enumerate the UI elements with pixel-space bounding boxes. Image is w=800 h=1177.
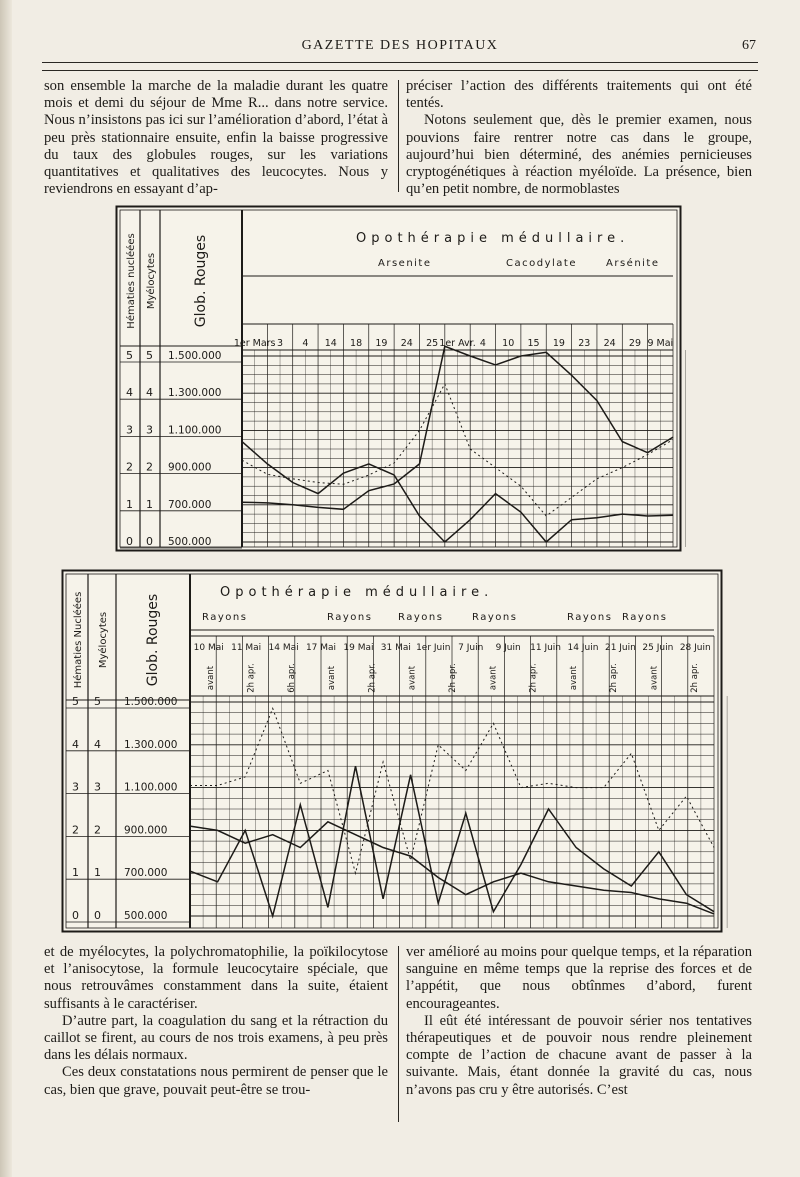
sub-column-label: avant: [407, 665, 418, 691]
sub-treatment-label: Cacodylate: [506, 258, 577, 269]
scale-hematies-label: 4: [126, 386, 133, 400]
paragraph: préciser l’action des différents traitements qui ont été tentés.: [406, 78, 752, 112]
date-group-label: 1er Juin: [416, 643, 451, 653]
text-column-top-left: [44, 78, 388, 198]
journal-title: GAZETTE DES HOPITAUX: [301, 38, 499, 53]
chart-2-svg: [62, 570, 722, 932]
x-tick-label: 3: [277, 338, 284, 349]
sub-column-label: avant: [568, 665, 579, 691]
x-tick-label: 4: [479, 338, 486, 349]
x-tick-label: 19: [375, 338, 388, 349]
scale-myelocytes-label: 0: [94, 909, 101, 922]
scale-myelocytes-label: 1: [94, 866, 101, 880]
column-header-label: Hématies nucléées: [126, 233, 137, 329]
scale-myelocytes-label: 2: [146, 460, 153, 474]
scale-myelocytes-label: 3: [94, 780, 101, 794]
x-tick-label: 1er Avr.: [439, 338, 476, 349]
x-tick-label: 9 Mai: [647, 338, 674, 349]
column-header-label: Myélocytes: [146, 252, 157, 310]
x-tick-label: 14: [324, 338, 337, 349]
running-header: [40, 38, 760, 58]
blood-chart-1: [116, 206, 681, 551]
chart-1-svg: [116, 206, 681, 551]
sub-column-label: 2h apr.: [367, 663, 378, 693]
date-group-label: 25 Juin: [642, 643, 674, 653]
paragraph: D’autre part, la coagulation du sang et la rétraction du caillot se firent, au cours de nos trois examens, à peu près dans les délais normaux.: [44, 1012, 388, 1064]
x-tick-label: 15: [527, 338, 540, 349]
column-header-label: Glob. Rouges: [145, 593, 161, 687]
sub-treatment-label: Rayons: [567, 612, 613, 623]
page-gutter-shadow: [0, 0, 12, 1177]
x-tick-label: 19: [552, 338, 565, 349]
scale-hematies-label: 1: [126, 497, 133, 511]
header-rule-2: [42, 70, 758, 71]
sub-column-label: avant: [488, 665, 499, 691]
date-group-label: 28 Juin: [679, 643, 711, 653]
scale-globules-label: 500.000: [168, 536, 212, 548]
scale-globules-label: 900.000: [168, 461, 212, 474]
scale-globules-label: 900.000: [124, 824, 168, 837]
scale-hematies-label: 5: [126, 349, 133, 362]
sub-column-label: 2h apr.: [448, 663, 458, 693]
scale-hematies-label: 5: [72, 695, 79, 708]
scale-globules-label: 700.000: [124, 867, 168, 880]
scale-globules-label: 1.100.000: [124, 781, 178, 794]
scale-globules-label: 1.500.000: [124, 696, 178, 708]
scale-myelocytes-label: 5: [94, 695, 101, 708]
sub-column-label: 2h apr.: [528, 663, 539, 693]
sub-treatment-label: Rayons: [472, 612, 518, 623]
date-group-label: 17 Mai: [305, 643, 337, 653]
x-tick-label: 23: [578, 338, 591, 349]
column-header-label: Hématies Nucléées: [73, 591, 84, 689]
sub-column-label: 2h apr.: [689, 663, 700, 693]
sub-column-label: 6h apr.: [286, 663, 297, 693]
page-number: 67: [742, 38, 756, 53]
scale-hematies-label: 2: [72, 823, 79, 837]
column-rule-top: [398, 80, 399, 192]
x-tick-label: 24: [400, 338, 413, 349]
date-group-label: 9 Juin: [495, 643, 521, 653]
paragraph: Il eût été intéressant de pouvoir sérier nos tentatives thérapeutiques et de pouvoir nous rendre pleinement compte de l’action de chacune avant de passer à la suivante. Mais, étant donnée la gravité du cas, nous n’avons pas cru y être autorisés. C’est: [406, 1012, 752, 1098]
text-column-bottom-left: [44, 944, 388, 1099]
scale-myelocytes-label: 4: [146, 386, 153, 400]
paragraph: son ensemble la marche de la maladie durant les quatre mois et demi du séjour de Mme R... dans notre service. Nous n’insistons pas ici sur l’amélioration d’abord, l’état à peu près stationnaire ensuite, enfin la baisse progressive du taux des globules rouges, sur les variations quantitatives et qualitatives des leucocytes. Nous y reviendrons en essayant d’ap-: [44, 78, 388, 198]
column-rule-bottom: [398, 946, 399, 1122]
scale-myelocytes-label: 0: [146, 535, 153, 548]
scale-myelocytes-label: 3: [146, 423, 153, 437]
blood-chart-2: [62, 570, 722, 932]
sub-column-label: avant: [649, 665, 660, 691]
date-group-label: 10 Mai: [193, 643, 224, 653]
scale-hematies-label: 0: [72, 909, 79, 922]
date-group-label: 19 Mai: [343, 643, 374, 653]
scale-myelocytes-label: 5: [146, 349, 153, 362]
treatment-label: Opothérapie médullaire.: [356, 231, 630, 246]
date-group-label: 11 Mai: [231, 643, 262, 653]
sub-treatment-label: Rayons: [398, 612, 444, 623]
sub-treatment-label: Rayons: [202, 612, 248, 623]
scale-hematies-label: 1: [72, 866, 79, 880]
sub-column-label: avant: [206, 665, 217, 691]
sub-treatment-label: Rayons: [327, 612, 373, 623]
sub-treatment-label: Arsénite: [606, 258, 660, 269]
text-column-bottom-right: [406, 944, 752, 1099]
scale-hematies-label: 0: [126, 535, 133, 548]
scale-globules-label: 1.100.000: [168, 424, 222, 437]
scale-hematies-label: 3: [126, 423, 133, 437]
treatment-label: Opothérapie médullaire.: [220, 585, 494, 600]
text-column-top-right: [406, 78, 752, 198]
date-group-label: 7 Juin: [458, 643, 484, 653]
x-tick-label: 4: [302, 338, 309, 349]
column-header-label: Glob. Rouges: [193, 234, 209, 328]
paragraph: ver amélioré au moins pour quelque temps, et la réparation sanguine en même temps que la reprise des forces et de l’appétit, que nous obtînmes d’abord, furent encourageantes.: [406, 944, 752, 1012]
scale-hematies-label: 4: [72, 737, 79, 751]
scale-hematies-label: 2: [126, 460, 133, 474]
date-group-label: 14 Mai: [268, 643, 299, 653]
x-tick-label: 25: [426, 338, 439, 349]
scale-globules-label: 1.300.000: [168, 387, 222, 400]
sub-treatment-label: Arsenite: [378, 258, 432, 269]
sub-column-label: 2h apr.: [609, 663, 620, 693]
date-group-label: 21 Juin: [604, 643, 636, 653]
paragraph: Notons seulement que, dès le premier examen, nous pouvions faire rentrer notre cas dans le groupe, aujourd’hui bien déterminé, des anémies pernicieuses cryptogénétiques à réaction myéloïde. La présence, bien qu’en petit nombre, de normoblastes: [406, 112, 752, 198]
scale-hematies-label: 3: [72, 780, 79, 794]
sub-treatment-label: Rayons: [622, 612, 668, 623]
column-header-label: Myélocytes: [98, 611, 109, 669]
sub-column-label: 2h apr.: [246, 663, 257, 693]
paragraph: et de myélocytes, la polychromatophilie, la poïkilocytose et l’anisocytose, la formule leucocytaire spéciale, que nous retrouvâmes constamment dans la suite, étaient suffisants à le caractériser.: [44, 944, 388, 1012]
x-tick-label: 1er Mars: [233, 338, 276, 349]
scale-globules-label: 500.000: [124, 910, 168, 922]
x-tick-label: 29: [628, 338, 642, 349]
scale-globules-label: 1.300.000: [124, 738, 178, 751]
x-tick-label: 10: [502, 338, 515, 349]
date-group-label: 31 Mai: [380, 643, 411, 653]
scale-myelocytes-label: 1: [146, 497, 153, 511]
date-group-label: 11 Juin: [530, 643, 562, 653]
scale-globules-label: 700.000: [168, 498, 212, 511]
date-group-label: 14 Juin: [567, 643, 599, 653]
x-tick-label: 24: [603, 338, 616, 349]
scale-myelocytes-label: 4: [94, 737, 101, 751]
scale-globules-label: 1.500.000: [168, 350, 222, 362]
x-tick-label: 18: [350, 338, 363, 349]
sub-column-label: avant: [327, 665, 338, 691]
header-rule: [42, 62, 758, 63]
paragraph: Ces deux constatations nous permirent de penser que le cas, bien que grave, pouvait peut-être se trou-: [44, 1064, 388, 1098]
scale-myelocytes-label: 2: [94, 823, 101, 837]
